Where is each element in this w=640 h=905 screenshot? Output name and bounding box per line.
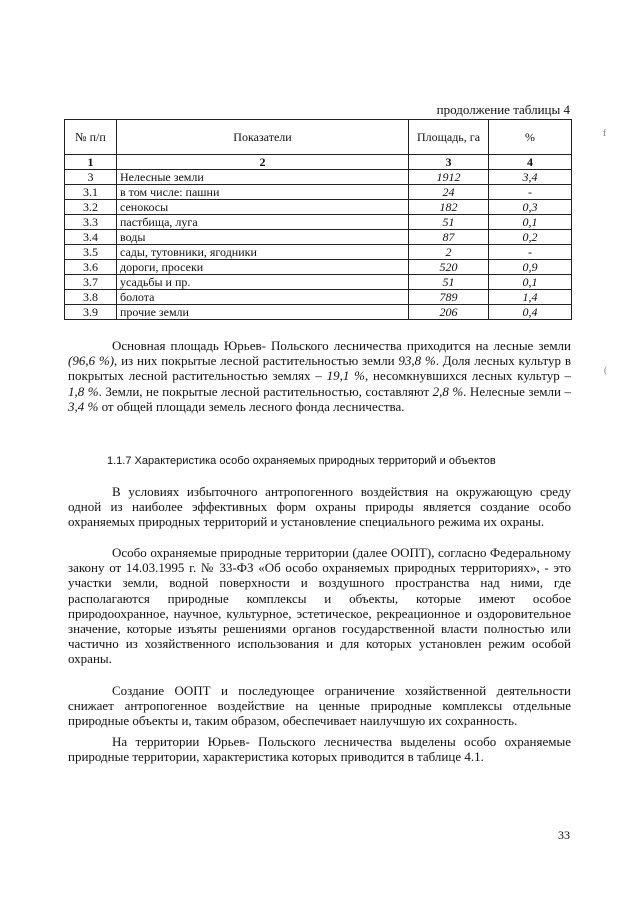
table-row <box>65 200 572 215</box>
text-segment: Основная площадь Юрьев- Польского лесничества приходится на лесные земли <box>112 338 571 353</box>
row-area: 2 <box>409 245 489 260</box>
row-name: в том числе: пашни <box>117 185 409 200</box>
row-area: 182 <box>409 200 489 215</box>
row-name: сенокосы <box>117 200 409 215</box>
paragraph-definition: Особо охраняемые природные территории (далее ООПТ), согласно Федеральному закону от 14.03.1995 г. № 33-ФЗ «Об особо охраняемых природных территориях», - это участки земли, водной поверхности и воздушного пространства над ними, где располагаются природные комплексы и объекты, которые имеют особое природоохранное, научное, культурное, эстетическое, рекреационное и оздоровительное значение, которые изъяты решениями органов государственной власти полностью или частично из хозяйственного использования и для которых установлен режим особой охраны. <box>68 545 571 667</box>
row-percent: 3,4 <box>489 170 572 185</box>
row-name: Нелесные земли <box>117 170 409 185</box>
row-area: 51 <box>409 215 489 230</box>
table-row <box>65 170 572 185</box>
row-area: 789 <box>409 290 489 305</box>
percent-value: 93,8 % <box>398 353 436 369</box>
text-segment: . Доля лесных культур в покрытых лесной растительностью землях – <box>68 353 571 384</box>
header-indicator: Показатели <box>117 120 409 155</box>
row-name: сады, тутовники, ягодники <box>117 245 409 260</box>
col-number: 1 <box>65 155 117 170</box>
land-table <box>64 119 572 320</box>
row-name: воды <box>117 230 409 245</box>
row-area: 51 <box>409 275 489 290</box>
percent-value: 2,8 % <box>432 383 464 399</box>
table-row <box>65 245 572 260</box>
row-percent: 0,4 <box>489 305 572 320</box>
row-name: пастбища, луга <box>117 215 409 230</box>
percent-value: 3,4 % <box>68 398 99 414</box>
row-percent: 1,4 <box>489 290 572 305</box>
table-header-row <box>65 120 572 155</box>
col-number: 3 <box>409 155 489 170</box>
row-name: усадьбы и пр. <box>117 275 409 290</box>
text-segment: . Земли, не покрытые лесной растительностью, составляют <box>98 383 433 399</box>
table-row <box>65 215 572 230</box>
paragraph-land-summary <box>68 338 571 414</box>
row-name: прочие земли <box>117 305 409 320</box>
row-num: 3.5 <box>65 245 117 260</box>
header-num: № п/п <box>65 120 117 155</box>
column-numbering-row <box>65 155 572 170</box>
table-row <box>65 230 572 245</box>
table-row <box>65 260 572 275</box>
table-row <box>65 185 572 200</box>
row-num: 3.1 <box>65 185 117 200</box>
row-area: 1912 <box>409 170 489 185</box>
paragraph-impact: Создание ООПТ и последующее ограничение хозяйственной деятельности снижает антропогенное воздействие на ценные природные комплексы отдельные природные объекты и, таким образом, обеспечивает наилучшую их сохранность. <box>68 683 571 729</box>
row-num: 3.4 <box>65 230 117 245</box>
row-percent: - <box>489 185 572 200</box>
row-num: 3.6 <box>65 260 117 275</box>
row-percent: - <box>489 245 572 260</box>
row-name: болота <box>117 290 409 305</box>
row-percent: 0,2 <box>489 230 572 245</box>
row-num: 3.8 <box>65 290 117 305</box>
row-area: 87 <box>409 230 489 245</box>
percent-value: 1,8 % <box>68 383 99 399</box>
row-name: дороги, просеки <box>117 260 409 275</box>
text-segment: , из них покрытые лесной растительностью земли <box>114 353 399 369</box>
row-area: 24 <box>409 185 489 200</box>
row-percent: 0,9 <box>489 260 572 275</box>
row-percent: 0,1 <box>489 275 572 290</box>
row-percent: 0,3 <box>489 200 572 215</box>
table-row <box>65 290 572 305</box>
paragraph-intro: В условиях избыточного антропогенного воздействия на окружающую среду одной из наиболее эффективных форм охраны природы является создание особо охраняемых природных территорий и установление специального режима их охраны. <box>68 484 571 530</box>
col-number: 2 <box>117 155 409 170</box>
row-num: 3.2 <box>65 200 117 215</box>
row-area: 520 <box>409 260 489 275</box>
row-num: 3 <box>65 170 117 185</box>
table-row <box>65 305 572 320</box>
row-num: 3.7 <box>65 275 117 290</box>
text-segment: . Нелесные земли – <box>463 383 571 399</box>
row-area: 206 <box>409 305 489 320</box>
col-number: 4 <box>489 155 572 170</box>
text-segment: от общей площади земель лесного фонда лесничества. <box>98 398 405 414</box>
text-segment: , несомкнувшихся лесных культур – <box>365 368 571 384</box>
row-num: 3.3 <box>65 215 117 230</box>
table-row <box>65 275 572 290</box>
header-area: Площадь, га <box>409 120 489 155</box>
header-percent: % <box>489 120 572 155</box>
margin-mark: f <box>603 128 606 138</box>
row-percent: 0,1 <box>489 215 572 230</box>
percent-value: 19,1 % <box>326 368 366 384</box>
table-caption: продолжение таблицы 4 <box>436 102 570 117</box>
page-number: 33 <box>558 828 570 842</box>
margin-mark: ( <box>604 365 607 375</box>
row-num: 3.9 <box>65 305 117 320</box>
percent-value: (96,6 %) <box>68 353 115 369</box>
paragraph-territories: На территории Юрьев- Польского лесничества выделены особо охраняемые природные территории, характеристика которых приводится в таблице 4.1. <box>68 734 571 765</box>
section-heading: 1.1.7 Характеристика особо охраняемых природных территорий и объектов <box>107 455 496 467</box>
